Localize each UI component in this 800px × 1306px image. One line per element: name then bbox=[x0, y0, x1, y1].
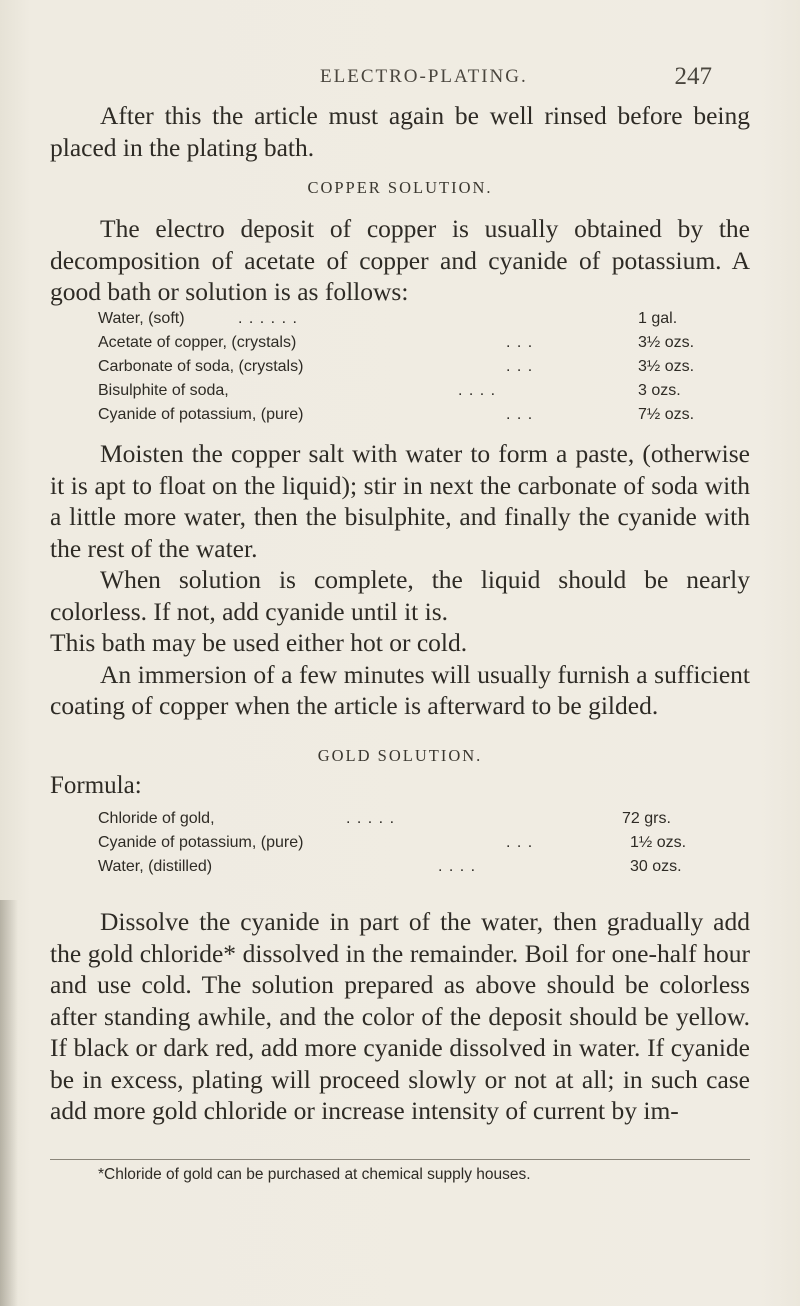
ingredient: Acetate of copper, (crystals) bbox=[98, 334, 297, 351]
quantity: 1 gal. bbox=[638, 310, 678, 327]
recipe-row bbox=[98, 858, 720, 882]
gold-solution-heading: GOLD SOLUTION. bbox=[317, 746, 483, 765]
instruction-paragraph: An immersion of a few minutes will usually furnish a sufficient coating of copper when the article is afterward to be gilded. bbox=[50, 659, 750, 720]
formula-label: Formula: bbox=[50, 772, 142, 799]
leader-dots: . . . . bbox=[458, 382, 497, 399]
copper-solution-heading: COPPER SOLUTION. bbox=[307, 178, 493, 197]
quantity: 1½ ozs. bbox=[630, 834, 687, 851]
ingredient: Bisulphite of soda, bbox=[98, 382, 229, 399]
instruction-paragraph: When solution is complete, the liquid should be nearly colorless. If not, add cyanide until it is. bbox=[50, 565, 750, 626]
recipe-row bbox=[98, 382, 720, 406]
quantity: 30 ozs. bbox=[630, 858, 682, 875]
ingredient: Water, (distilled) bbox=[98, 858, 213, 875]
recipe-row bbox=[98, 834, 720, 858]
ingredient: Cyanide of potassium, (pure) bbox=[98, 834, 304, 851]
intro-paragraph: After this the article must again be well rinsed before being placed in the plating bath. bbox=[50, 101, 750, 162]
recipe-row bbox=[98, 406, 720, 430]
copper-intro-paragraph: The electro deposit of copper is usually obtained by the decomposition of acetate of copper and cyanide of potassium. A good bath or solution is as follows: bbox=[50, 214, 750, 306]
running-head bbox=[0, 63, 800, 96]
leader-dots: . . . . bbox=[438, 858, 477, 875]
recipe-row bbox=[98, 358, 720, 382]
leader-dots: . . . . . . bbox=[238, 310, 298, 327]
page-number: 247 bbox=[674, 63, 712, 90]
gold-recipe-table bbox=[98, 810, 720, 882]
recipe-row bbox=[98, 334, 720, 358]
quantity: 3½ ozs. bbox=[638, 358, 695, 375]
running-title: ELECTRO-PLATING. bbox=[320, 66, 528, 87]
leader-dots: . . . bbox=[506, 406, 534, 423]
footnote: *Chloride of gold can be purchased at chemical supply houses. bbox=[98, 1166, 531, 1183]
gold-instructions-paragraph: Dissolve the cyanide in part of the water, then gradually add the gold chloride* dissolved in the remainder. Boil for one-half hour and use cold. The solution prepared as above should be colorless after standing awhile, and the color of the deposit should be yellow. If black or dark red, add more cyanide dissolved in water. If cyanide be in excess, plating will proceed slowly or not at all; in such case add more gold chloride or increase intensity of current by im- bbox=[50, 907, 750, 1125]
leader-dots: . . . bbox=[506, 334, 534, 351]
copper-instructions bbox=[0, 438, 800, 722]
page-edge-shadow bbox=[0, 900, 18, 1306]
ingredient: Chloride of gold, bbox=[98, 810, 215, 827]
quantity: 7½ ozs. bbox=[638, 406, 695, 423]
leader-dots: . . . bbox=[506, 358, 534, 375]
leader-dots: . . . . . bbox=[346, 810, 396, 827]
recipe-row bbox=[98, 810, 720, 834]
quantity: 72 grs. bbox=[622, 810, 671, 827]
leader-dots: . . . bbox=[506, 834, 534, 851]
copper-recipe-table bbox=[98, 310, 720, 430]
quantity: 3½ ozs. bbox=[638, 334, 695, 351]
ingredient: Water, (soft) bbox=[98, 310, 185, 327]
ingredient: Carbonate of soda, (crystals) bbox=[98, 358, 304, 375]
ingredient: Cyanide of potassium, (pure) bbox=[98, 406, 304, 423]
instruction-paragraph: Moisten the copper salt with water to form a paste, (otherwise it is apt to float on the liquid); stir in next the carbonate of soda with a little more water, then the bisulphite, and finally the cyanide with the rest of the water. bbox=[50, 439, 750, 563]
footnote-rule bbox=[50, 1159, 750, 1160]
recipe-row bbox=[98, 310, 720, 334]
quantity: 3 ozs. bbox=[638, 382, 681, 399]
instruction-paragraph: This bath may be used either hot or cold. bbox=[50, 628, 468, 657]
